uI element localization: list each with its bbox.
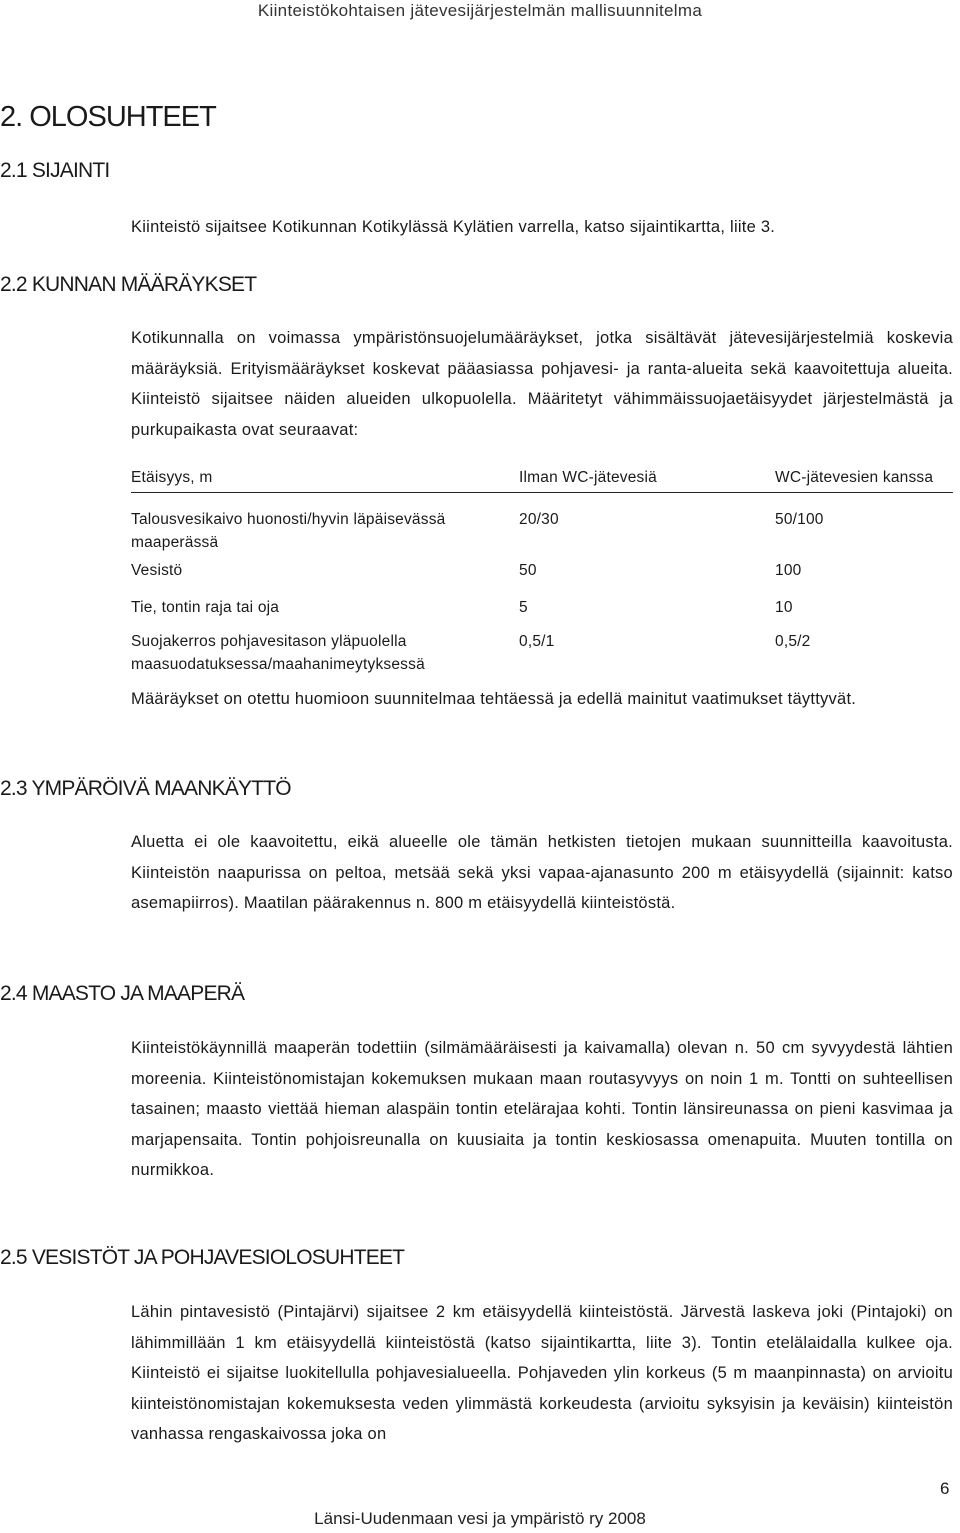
table-row <box>131 559 953 596</box>
table-row <box>131 596 953 630</box>
table-cell: 0,5/2 <box>775 632 811 650</box>
table-cell: 5 <box>519 598 528 616</box>
paragraph-maasto-ja-maapera: Kiinteistökäynnillä maaperän todettiin (silmämääräisesti ja kaivamalla) olevan n. 50 cm syvyydestä lähtien moreenia. Kiinteistönomistajan kokemuksen mukaan maan routasyvyys on noin 1 m. Tontti on suhteellisen tasainen; maasto viettää hieman alaspäin tontin etelärajaa kohti. Tontin länsireunassa on pieni kasvimaa ja marjapensaita. Tontin pohjoisreunalla on kuusiaita ja tontin keskiosassa omenapuita. Muuten tontilla on nurmikkoa. <box>131 1039 953 1179</box>
table-header-row <box>131 468 953 493</box>
table-cell: 50/100 <box>775 511 824 528</box>
table-row <box>131 630 953 676</box>
table-cell: 10 <box>775 598 793 616</box>
table-cell: 100 <box>775 561 802 579</box>
distance-table <box>131 468 953 676</box>
section-heading-maasto-ja-maapera: 2.4 MAASTO JA MAAPERÄ <box>0 982 245 1005</box>
table-header: WC-jätevesien kanssa <box>775 468 953 493</box>
table-cell: Vesistö <box>131 561 183 579</box>
table-cell: 20/30 <box>519 511 559 528</box>
section-heading-sijainti: 2.1 SIJAINTI <box>0 159 110 182</box>
table-row <box>131 493 953 559</box>
section-heading-kunnan-maaraykset: 2.2 KUNNAN MÄÄRÄYKSET <box>0 273 257 296</box>
paragraph-maaraykset-huomioitu: Määräykset on otettu huomioon suunnitelmaa tehtäessä ja edellä mainitut vaatimukset täyttyvät. <box>131 690 857 708</box>
paragraph-sijainti: Kiinteistö sijaitsee Kotikunnan Kotikylässä Kylätien varrella, katso sijaintikartta, liite 3. <box>131 218 776 236</box>
running-header: Kiinteistökohtaisen jätevesijärjestelmän mallisuunnitelma <box>257 1 703 20</box>
table-header: Etäisyys, m <box>131 468 519 493</box>
table-cell: Talousvesikaivo huonosti/hyvin läpäisevässä maaperässä <box>131 511 446 551</box>
section-heading-vesistot: 2.5 VESISTÖT JA POHJAVESIOLOSUHTEET <box>0 1246 405 1269</box>
table-cell: Suojakerros pohjavesitason yläpuolella maasuodatuksessa/maahanimeytyksessä <box>131 632 425 673</box>
paragraph-vesistot: Lähin pintavesistö (Pintajärvi) sijaitsee 2 km etäisyydellä kiinteistöstä. Järvestä laskeva joki (Pintajoki) on lähimmillään 1 km etäisyydellä kiinteistöstä (katso sijaintikartta, liite 3). Tontin etelälaidalla kulkee oja. Kiinteistö ei sijaitse luokitellulla pohjavesialueella. Pohjaveden ylin korkeus (5 m maanpinnasta) on arvioitu kiinteistönomistajan kokemuksesta veden ylimmästä korkeudesta (arvioitu syksyisin ja keväisin) kiinteistön vanhassa rengaskaivossa joka on <box>131 1303 953 1443</box>
table-cell: Tie, tontin raja tai oja <box>131 598 280 616</box>
table-header: Ilman WC-jätevesiä <box>519 468 775 493</box>
paragraph-kunnan-maaraykset: Kotikunnalla on voimassa ympäristönsuojelumääräykset, jotka sisältävät jätevesijärjestelmiä koskevia määräyksiä. Erityismääräykset koskevat pääasiassa pohjavesi- ja ranta-alueita sekä kaavoitettuja alueita. Kiinteistö sijaitsee näiden alueiden ulkopuolella. Määritetyt vähimmäissuojaetäisyydet järjestelmästä ja purkupaikasta ovat seuraavat: <box>131 329 953 439</box>
table-cell: 0,5/1 <box>519 632 555 650</box>
page-number: 6 <box>940 1479 950 1498</box>
section-heading-ymparoiva-maankaytto: 2.3 YMPÄRÖIVÄ MAANKÄYTTÖ <box>0 777 291 800</box>
table-cell: 50 <box>519 561 537 579</box>
footer-organization: Länsi-Uudenmaan vesi ja ympäristö ry 2008 <box>314 1509 646 1528</box>
paragraph-ymparoiva-maankaytto: Aluetta ei ole kaavoitettu, eikä alueelle ole tämän hetkisten tietojen mukaan suunnitteilla kaavoitusta. Kiinteistön naapurissa on peltoa, metsää sekä yksi vapaa-ajanasunto 200 m etäisyydellä (sijainnit: katso asemapiirros). Maatilan päärakennus n. 800 m etäisyydellä kiinteistöstä. <box>131 833 953 912</box>
chapter-title: 2. OLOSUHTEET <box>0 101 216 133</box>
